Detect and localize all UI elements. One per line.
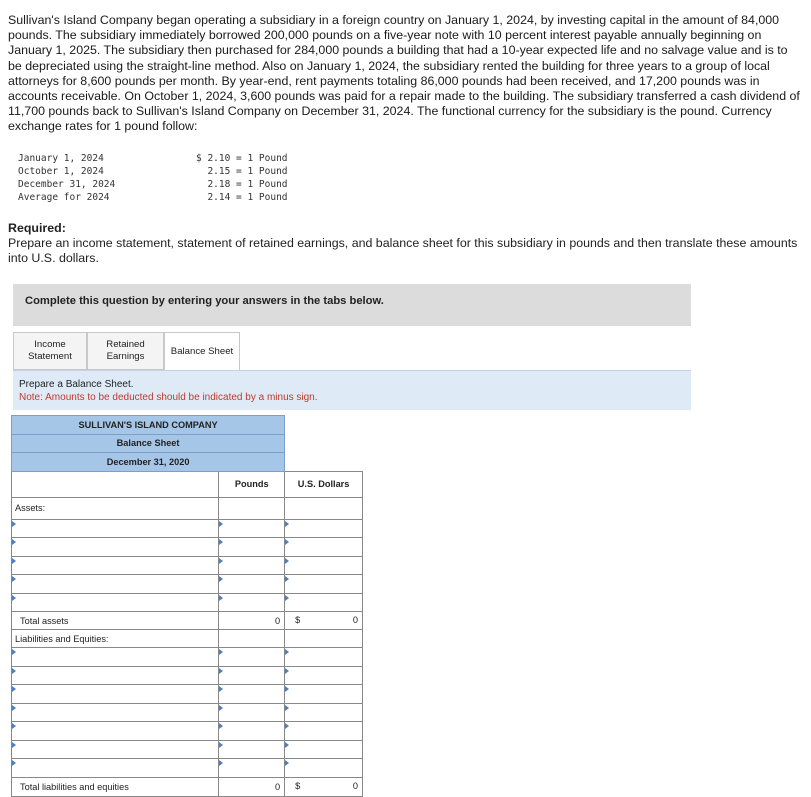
rate-date: December 31, 2024 [18,179,116,190]
tab-label: Retained Earnings [106,339,145,362]
asset-pounds-input[interactable] [219,538,285,557]
rate-date: Average for 2024 [18,192,110,203]
liability-dollars-input[interactable] [285,685,363,704]
tab-retained-earnings[interactable] [87,332,164,370]
total-liabilities-dollars: 0 [352,780,358,791]
banner-text: Complete this question by entering your answers in the tabs below. [25,295,384,307]
rate-value: $ 2.10 = 1 Pound [196,153,288,164]
assets-label: Assets: [12,497,219,519]
sheet-title: Balance Sheet [12,434,285,453]
liability-pounds-input[interactable] [219,666,285,685]
asset-dollars-input[interactable] [285,556,363,575]
total-assets-dollars: 0 [352,615,358,625]
tab-label: Income Statement [28,339,72,362]
liability-pounds-input[interactable] [219,703,285,722]
tab-income-statement[interactable] [13,332,87,370]
liability-pounds-input[interactable] [219,759,285,778]
col-pounds: Pounds [219,471,285,497]
asset-dollars-input[interactable] [285,575,363,594]
exchange-rates [18,152,298,204]
rate-row [18,165,298,178]
liability-account-input[interactable] [12,703,219,722]
liability-dollars-input[interactable] [285,722,363,741]
asset-pounds-input[interactable] [219,593,285,612]
liability-account-input[interactable] [12,759,219,778]
tab-label: Balance Sheet [170,345,234,357]
asset-pounds-input[interactable] [219,556,285,575]
asset-account-input[interactable] [12,538,219,557]
asset-account-field[interactable] [12,520,222,537]
rate-value: 2.18 = 1 Pound [196,179,288,190]
asset-dollars-input[interactable] [285,519,363,538]
liability-account-input[interactable] [12,648,219,667]
instruction-panel [13,370,691,410]
total-assets-pounds: 0 [219,612,285,630]
asset-pounds-input[interactable] [219,575,285,594]
instruction-title: Prepare a Balance Sheet. [19,379,134,390]
rate-row [18,191,298,204]
asset-account-input[interactable] [12,556,219,575]
liability-account-input[interactable] [12,685,219,704]
liability-pounds-input[interactable] [219,685,285,704]
required-section [8,221,798,266]
asset-dollars-input[interactable] [285,593,363,612]
rate-row [18,178,298,191]
instructions-banner [13,284,691,326]
liability-dollars-input[interactable] [285,740,363,759]
dollar-sign: $ [295,615,301,625]
total-liabilities-pounds: 0 [219,777,285,796]
balance-sheet-table [11,415,363,797]
dollar-sign: $ [295,780,301,791]
sheet-date: December 31, 2020 [12,453,285,472]
required-text: Prepare an income statement, statement of retained earnings, and balance sheet for this subsidiary in pounds and then translate these amounts into U.S. dollars. [8,236,798,265]
problem-text: Sullivan's Island Company began operating a subsidiary in a foreign country on January 1, 2024, by investing capital in the amount of 84,000 pounds. The subsidiary immediately borrowed 200,000 pounds on a five-year note with 10 percent interest payable annually beginning on January 1, 2025. The subsidiary then purchased for 284,000 pounds a building that had a 10-year expected life and no salvage value and is to be depreciated using the straight-line method. Also on January 1, 2024, the subsidiary rented the building for three years to a group of local attorneys for 8,600 pounds per month. By year-end, rent payments totaling 86,000 pounds had been received, and 17,200 pounds was in accounts receivable. On October 1, 2024, 3,600 pounds was paid for a repair made to the building. The subsidiary transferred a cash dividend of 11,700 pounds back to Sullivan's Island Company on December 31, 2024. The functional currency for the subsidiary is the pound. Currency exchange rates for 1 pound follow: [8,13,800,134]
company-name: SULLIVAN'S ISLAND COMPANY [12,416,285,435]
liability-dollars-input[interactable] [285,648,363,667]
total-assets-label: Total assets [12,612,219,630]
rate-value: 2.14 = 1 Pound [196,192,288,203]
asset-account-input[interactable] [12,575,219,594]
liability-dollars-input[interactable] [285,666,363,685]
asset-account-input[interactable] [12,519,219,538]
liability-dollars-input[interactable] [285,703,363,722]
required-label: Required: [8,221,66,235]
total-liabilities-label: Total liabilities and equities [12,777,219,796]
liabilities-label: Liabilities and Equities: [12,630,219,648]
instruction-note: Note: Amounts to be deducted should be indicated by a minus sign. [19,392,318,403]
rate-value: 2.15 = 1 Pound [196,166,288,177]
col-dollars: U.S. Dollars [285,471,363,497]
asset-pounds-input[interactable] [219,519,285,538]
liability-account-input[interactable] [12,722,219,741]
asset-account-input[interactable] [12,593,219,612]
liability-pounds-input[interactable] [219,722,285,741]
rate-date: January 1, 2024 [18,153,104,164]
liability-account-input[interactable] [12,666,219,685]
tab-balance-sheet[interactable] [164,332,240,371]
liability-pounds-input[interactable] [219,648,285,667]
liability-dollars-input[interactable] [285,759,363,778]
rate-date: October 1, 2024 [18,166,104,177]
liability-pounds-input[interactable] [219,740,285,759]
asset-dollars-input[interactable] [285,538,363,557]
liability-account-input[interactable] [12,740,219,759]
rate-row [18,152,298,165]
